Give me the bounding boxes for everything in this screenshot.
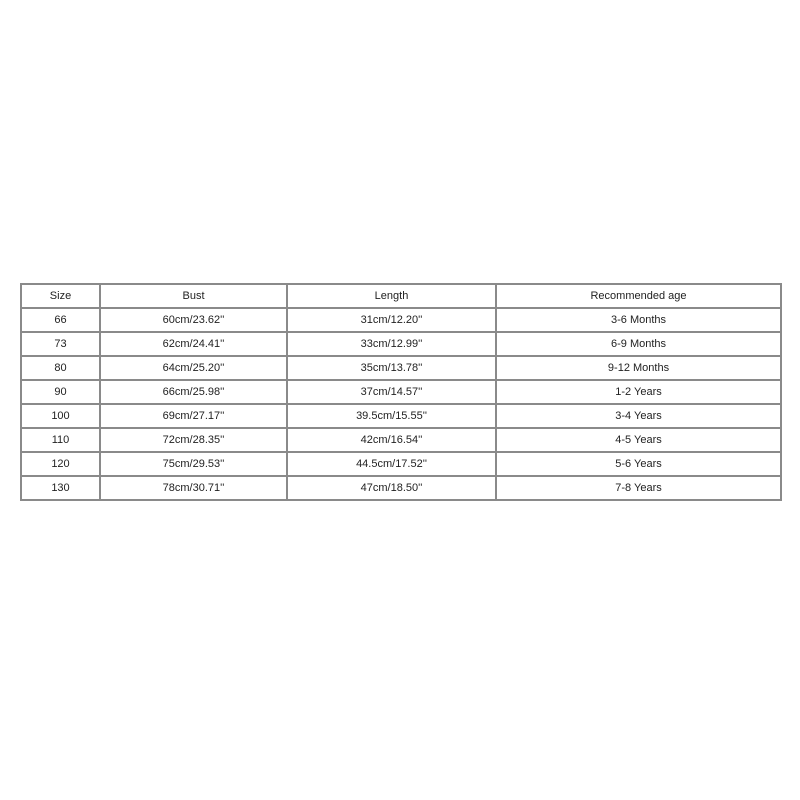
cell-age: 3-6 Months <box>496 308 781 332</box>
cell-length: 33cm/12.99'' <box>287 332 496 356</box>
cell-length: 31cm/12.20'' <box>287 308 496 332</box>
table-row <box>21 428 781 452</box>
table-row <box>21 308 781 332</box>
cell-bust: 64cm/25.20'' <box>100 356 287 380</box>
cell-age: 9-12 Months <box>496 356 781 380</box>
table-row <box>21 476 781 500</box>
cell-length: 35cm/13.78'' <box>287 356 496 380</box>
cell-size: 110 <box>21 428 100 452</box>
cell-length: 47cm/18.50'' <box>287 476 496 500</box>
cell-bust: 62cm/24.41'' <box>100 332 287 356</box>
table-body <box>21 308 781 500</box>
cell-age: 4-5 Years <box>496 428 781 452</box>
cell-age: 3-4 Years <box>496 404 781 428</box>
cell-length: 42cm/16.54'' <box>287 428 496 452</box>
cell-size: 80 <box>21 356 100 380</box>
cell-bust: 78cm/30.71'' <box>100 476 287 500</box>
header-length: Length <box>287 284 496 308</box>
cell-bust: 75cm/29.53'' <box>100 452 287 476</box>
header-recommended-age: Recommended age <box>496 284 781 308</box>
cell-bust: 66cm/25.98'' <box>100 380 287 404</box>
cell-size: 66 <box>21 308 100 332</box>
cell-length: 44.5cm/17.52'' <box>287 452 496 476</box>
cell-length: 39.5cm/15.55'' <box>287 404 496 428</box>
table-row <box>21 332 781 356</box>
header-size: Size <box>21 284 100 308</box>
cell-age: 1-2 Years <box>496 380 781 404</box>
table-header <box>21 284 781 308</box>
table-row <box>21 380 781 404</box>
table-row <box>21 452 781 476</box>
cell-size: 90 <box>21 380 100 404</box>
cell-size: 100 <box>21 404 100 428</box>
table-row <box>21 404 781 428</box>
cell-bust: 72cm/28.35'' <box>100 428 287 452</box>
cell-length: 37cm/14.57'' <box>287 380 496 404</box>
cell-bust: 69cm/27.17'' <box>100 404 287 428</box>
size-chart-table <box>20 283 782 501</box>
cell-age: 7-8 Years <box>496 476 781 500</box>
cell-bust: 60cm/23.62'' <box>100 308 287 332</box>
header-bust: Bust <box>100 284 287 308</box>
cell-age: 5-6 Years <box>496 452 781 476</box>
cell-size: 130 <box>21 476 100 500</box>
cell-size: 73 <box>21 332 100 356</box>
cell-age: 6-9 Months <box>496 332 781 356</box>
header-row <box>21 284 781 308</box>
cell-size: 120 <box>21 452 100 476</box>
table-row <box>21 356 781 380</box>
